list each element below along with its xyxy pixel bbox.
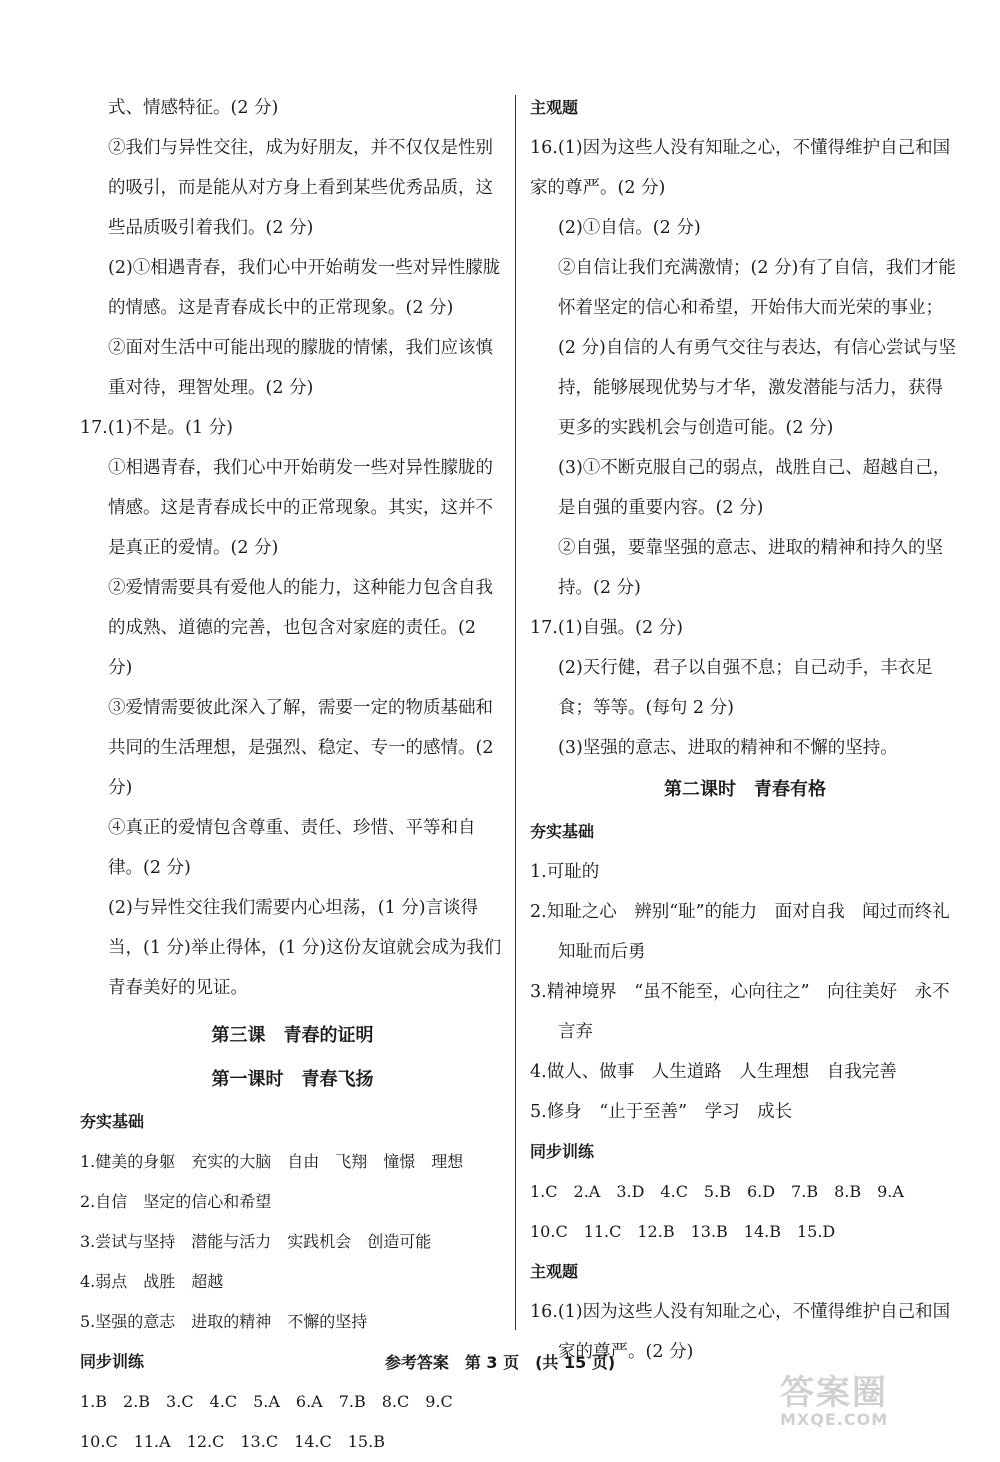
- page-footer: 参考答案 第 3 页 (共 15 页): [384, 1353, 616, 1372]
- right-column: [530, 88, 968, 1372]
- answer-text: (2)与异性交往我们需要内心坦荡，(1 分)言谈得当，(1 分)举止得体，(1 分)这份友谊就会成为我们青春美好的见证。: [108, 898, 502, 998]
- fill-answer: 1.可耻的: [530, 862, 600, 882]
- fill-answer: 3.尝试与坚持 潜能与活力 实践机会 创造可能: [80, 1232, 432, 1251]
- section-heading: 夯实基础: [530, 822, 595, 841]
- answer-text: ①相遇青春，我们心中开始萌发一些对异性朦胧的情感。这是青春成长中的正常现象。其实，这并不是真正的爱情。(2 分): [108, 458, 493, 558]
- fill-answer: 3.精神境界 “虽不能至，心向往之” 向往美好 永不言弃: [530, 982, 950, 1042]
- answer-text: ②面对生活中可能出现的朦胧的情愫，我们应该慎重对待，理智处理。(2 分): [108, 338, 493, 398]
- watermark-logo: [780, 1375, 970, 1430]
- period-title: 第二课时 青春有格: [664, 779, 826, 800]
- answer-text: ④真正的爱情包含尊重、责任、珍惜、平等和自律。(2 分): [108, 818, 476, 878]
- left-column: [80, 88, 505, 1462]
- section-heading: 同步训练: [530, 1142, 595, 1161]
- answer-text: (2)①相遇青春，我们心中开始萌发一些对异性朦胧的情感。这是青春成长中的正常现象。(2 分): [108, 258, 501, 318]
- column-divider: [515, 95, 516, 1330]
- fill-answer: 4.做人、做事 人生道路 人生理想 自我完善: [530, 1062, 897, 1082]
- question-16: 16.(1)因为这些人没有知耻之心，不懂得维护自己和国家的尊严。(2 分): [530, 138, 951, 198]
- section-heading: 主观题: [530, 1262, 579, 1281]
- section-heading: 主观题: [530, 98, 579, 117]
- answer-text: ②自信让我们充满激情；(2 分)有了自信，我们才能怀着坚定的信心和希望，开始伟大而光荣的事业；(2 分)自信的人有勇气交往与表达，有信心尝试与坚持，能够展现优势与才华，激发潜能与活力，获得更多的实践机会与创造可能。(2 分): [558, 258, 956, 438]
- choice-answers: 1.C 2.A 3.D 4.C 5.B 6.D 7.B 8.B 9.A: [530, 1182, 904, 1201]
- answer-text: ②我们与异性交往，成为好朋友，并不仅仅是性别的吸引，而是能从对方身上看到某些优秀品质，这些品质吸引着我们。(2 分): [108, 138, 493, 238]
- answer-text: ②爱情需要具有爱他人的能力，这种能力包含自我的成熟、道德的完善，也包含对家庭的责任。(2 分): [108, 578, 493, 678]
- section-heading: 同步训练: [80, 1352, 145, 1371]
- choice-answers: 1.B 2.B 3.C 4.C 5.A 6.A 7.B 8.C 9.C: [80, 1392, 453, 1411]
- fill-answer: 2.知耻之心 辨别“耻”的能力 面对自我 闻过而终礼 知耻而后勇: [530, 902, 968, 962]
- answer-text: ③爱情需要彼此深入了解，需要一定的物质基础和共同的生活理想，是强烈、稳定、专一的感情。(2 分): [108, 698, 494, 798]
- answer-text: (2)天行健，君子以自强不息；自己动手，丰衣足食；等等。(每句 2 分): [558, 658, 933, 718]
- watermark-text: 答案圈: [780, 1373, 888, 1413]
- question-17: 17.(1)自强。(2 分): [530, 618, 683, 638]
- choice-answers: 10.C 11.A 12.C 13.C 14.C 15.B: [80, 1432, 385, 1451]
- answer-text: ②自强，要靠坚强的意志、进取的精神和持久的坚持。(2 分): [558, 538, 943, 598]
- answer-text: (2)①自信。(2 分): [558, 218, 701, 238]
- period-title: 第一课时 青春飞扬: [211, 1069, 374, 1090]
- fill-answer: 5.修身 “止于至善” 学习 成长: [530, 1102, 793, 1122]
- watermark-url: MXQE.COM: [780, 1410, 889, 1429]
- question-17: 17.(1)不是。(1 分): [80, 418, 233, 438]
- fill-answer: 4.弱点 战胜 超越: [80, 1272, 224, 1291]
- question-16: 16.(1)因为这些人没有知耻之心，不懂得维护自己和国家的尊严。(2 分): [530, 1302, 951, 1362]
- fill-answer: 5.坚强的意志 进取的精神 不懈的坚持: [80, 1312, 368, 1331]
- choice-answers: 10.C 11.C 12.B 13.B 14.B 15.D: [530, 1222, 836, 1241]
- fill-answer: 2.自信 坚定的信心和希望: [80, 1192, 272, 1211]
- fill-answer: 1.健美的身躯 充实的大脑 自由 飞翔 憧憬 理想: [80, 1152, 464, 1171]
- lesson-title: 第三课 青春的证明: [211, 1025, 374, 1046]
- answer-text: (3)①不断克服自己的弱点，战胜自己、超越自己，是自强的重要内容。(2 分): [558, 458, 951, 518]
- answer-text: (3)坚强的意志、进取的精神和不懈的坚持。: [558, 738, 898, 758]
- section-heading: 夯实基础: [80, 1112, 145, 1131]
- answer-text: 式、情感特征。(2 分): [108, 98, 279, 118]
